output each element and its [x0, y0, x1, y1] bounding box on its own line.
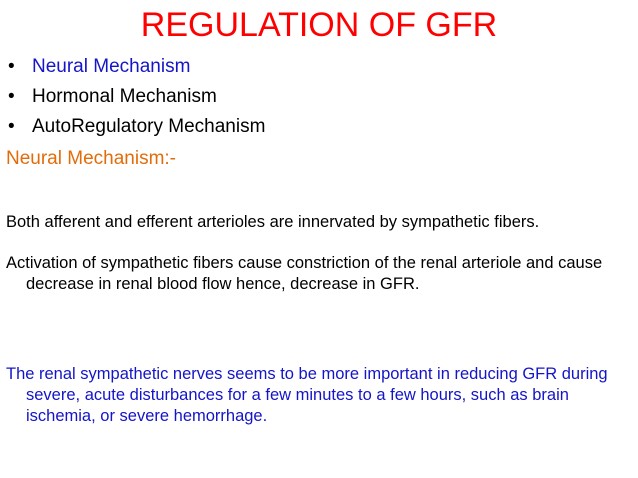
bullet-item-neural [8, 52, 265, 82]
bullet-item-autoregulatory [8, 112, 265, 142]
bullet-dot-icon: • [8, 116, 15, 137]
bullet-dot-icon: • [8, 86, 15, 107]
bullet-label: Hormonal Mechanism [32, 86, 217, 107]
mechanism-bullet-list [8, 52, 265, 142]
paragraph-innervation: Both afferent and efferent arterioles are innervated by sympathetic fibers. [6, 213, 540, 231]
bullet-label: AutoRegulatory Mechanism [32, 116, 266, 137]
paragraph-activation: Activation of sympathetic fibers cause constriction of the renal arteriole and cause decrease in renal blood flow hence, decrease in GFR. [6, 254, 603, 293]
paragraph-renal-sympathetic: The renal sympathetic nerves seems to be more important in reducing GFR during severe, acute disturbances for a few minutes to a few hours, such as brain ischemia, or severe hemorrhage. [6, 365, 608, 425]
bullet-label: Neural Mechanism [32, 56, 191, 77]
bullet-dot-icon: • [8, 56, 15, 77]
bullet-item-hormonal [8, 82, 265, 112]
slide-title: REGULATION OF GFR [140, 6, 498, 44]
section-subheading: Neural Mechanism:- [6, 148, 176, 169]
